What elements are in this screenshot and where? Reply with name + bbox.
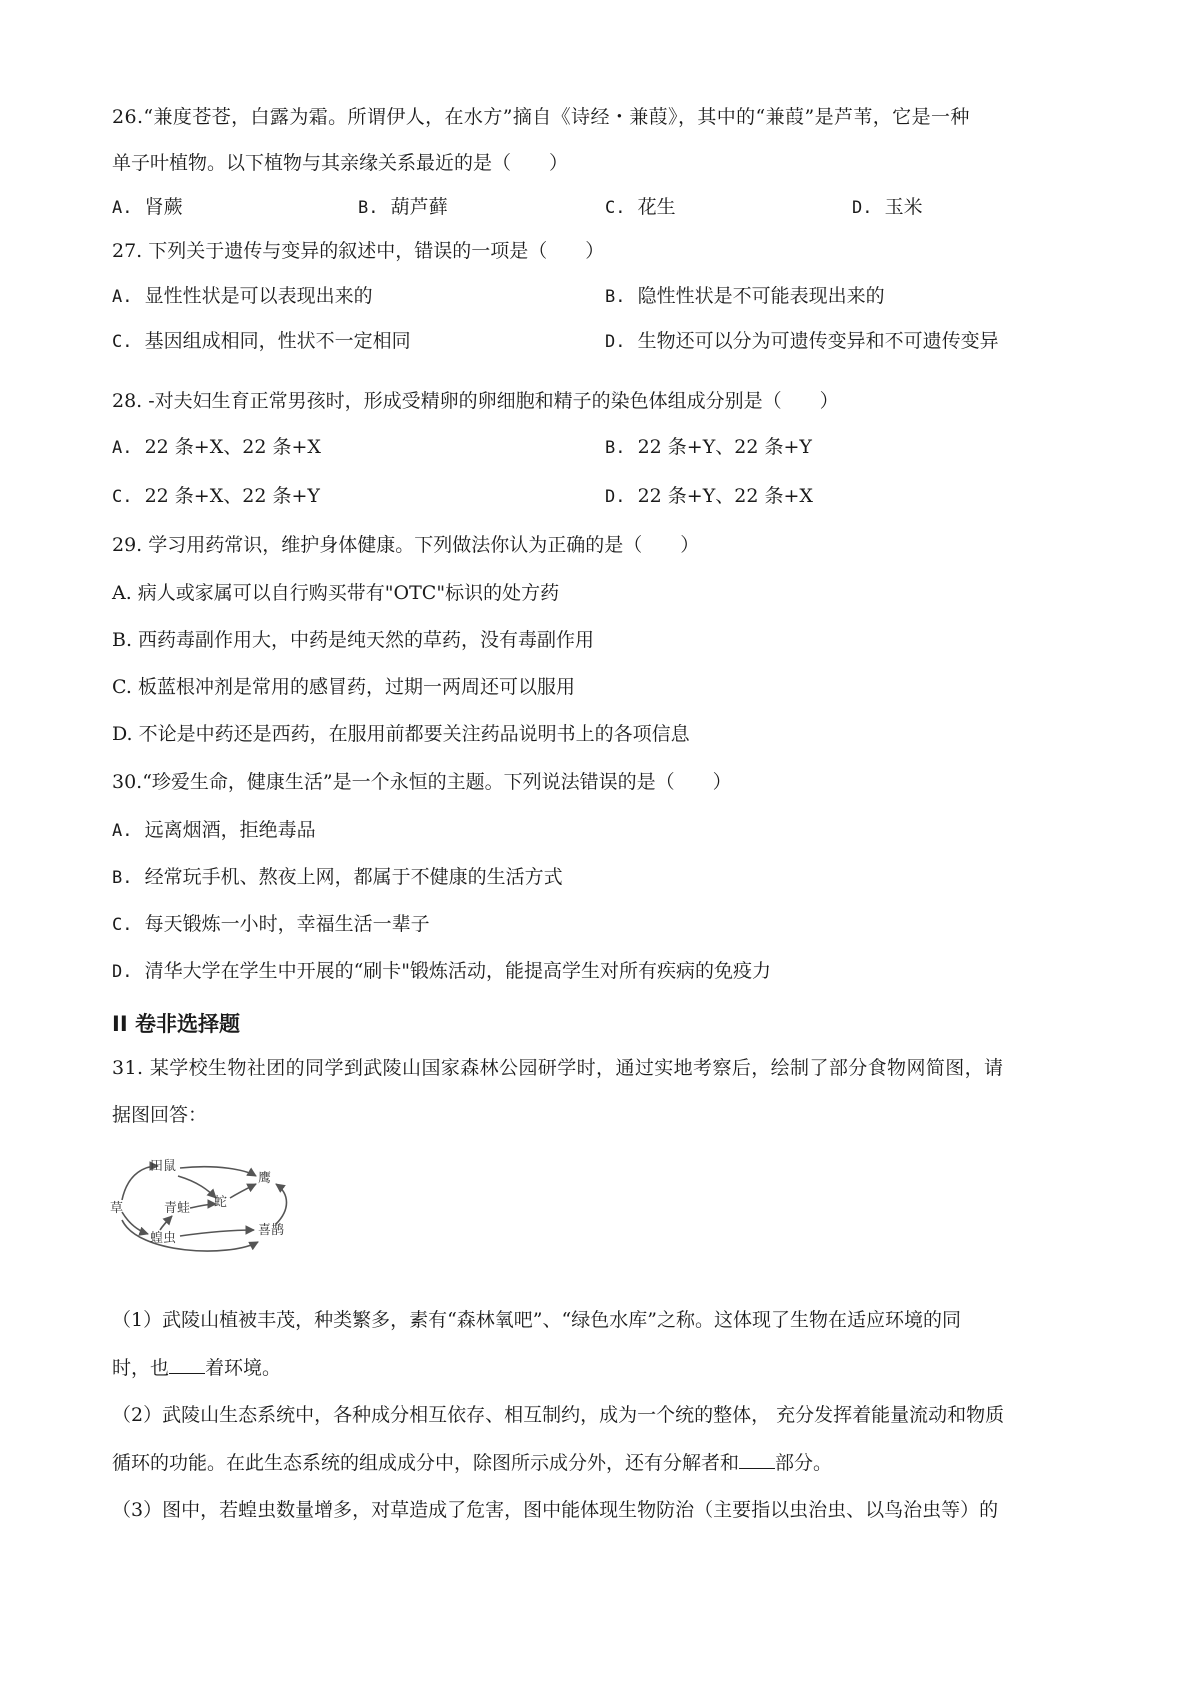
food-web-diagram (108, 1150, 318, 1260)
arrow-magpie-to-eagle (276, 1184, 287, 1224)
answer-blank-1[interactable] (169, 1355, 205, 1374)
q30-option-c[interactable]: C. 每天锻炼一小时，幸福生活一辈子 (112, 913, 430, 935)
food-web-node-field-mouse: 田鼠 (150, 1159, 177, 1174)
food-web-node-snake: 蛇 (214, 1195, 228, 1210)
q28-stem: 28. -对夫妇生育正常男孩时，形成受精卵的卵细胞和精子的染色体组成分别是（ ） (112, 390, 839, 412)
q27-option-c[interactable]: C. 基因组成相同，性状不一定相同 (112, 330, 411, 352)
section-title: II 卷非选择题 (112, 1012, 240, 1036)
q30-option-d[interactable]: D. 清华大学在学生中开展的“刷卡"锻炼活动，能提高学生对所有疾病的免疫力 (112, 960, 772, 982)
q29-option-c[interactable]: C. 板蓝根冲剂是常用的感冒药，过期一两周还可以服用 (112, 676, 575, 698)
q31-stem-line1: 31. 某学校生物社团的同学到武陵山国家森林公园研学时，通过实地考察后，绘制了部分食物网简图，请 (112, 1057, 1004, 1079)
arrow-locust-to-magpie (180, 1230, 254, 1236)
q30-option-b[interactable]: B. 经常玩手机、熬夜上网，都属于不健康的生活方式 (112, 866, 563, 888)
food-web-node-locust: 蝗虫 (150, 1231, 177, 1246)
q27-option-d[interactable]: D. 生物还可以分为可遗传变异和不可遗传变异 (605, 330, 999, 352)
food-web-node-frog: 青蛙 (164, 1201, 191, 1216)
arrow-grass-to-locust (122, 1212, 148, 1234)
q28-option-a[interactable]: A. 22 条+X、22 条+X (112, 436, 321, 458)
q31-sub2-line1: （2）武陵山生态系统中，各种成分相互依存、相互制约，成为一个统的整体， 充分发挥着能量流动和物质 (112, 1404, 1005, 1426)
q30-stem: 30.“珍爱生命，健康生活”是一个永恒的主题。下列说法错误的是（ ） (112, 771, 732, 793)
q30-option-a[interactable]: A. 远离烟酒，拒绝毒品 (112, 819, 316, 841)
q29-option-d[interactable]: D. 不论是中药还是西药，在服用前都要关注药品说明书上的各项信息 (112, 723, 690, 745)
q26-stem-line2: 单子叶植物。以下植物与其亲缘关系最近的是（ ） (112, 152, 569, 174)
q29-option-b[interactable]: B. 西药毒副作用大，中药是纯天然的草药，没有毒副作用 (112, 629, 595, 651)
q27-option-b[interactable]: B. 隐性性状是不可能表现出来的 (605, 285, 885, 307)
q29-stem: 29. 学习用药常识，维护身体健康。下列做法你认为正确的是（ ） (112, 534, 700, 556)
q27-stem: 27. 下列关于遗传与变异的叙述中，错误的一项是（ ） (112, 240, 605, 262)
q26-option-d[interactable]: D. 玉米 (852, 196, 923, 218)
q28-option-c[interactable]: C. 22 条+X、22 条+Y (112, 485, 320, 507)
q28-option-d[interactable]: D. 22 条+Y、22 条+X (605, 485, 813, 507)
q31-sub2-line2: 循环的功能。在此生态系统的组成成分中，除图所示成分外，还有分解者和 部分。 (112, 1452, 833, 1474)
answer-blank-2[interactable] (739, 1450, 775, 1469)
q27-option-a[interactable]: A. 显性性状是可以表现出来的 (112, 285, 373, 307)
arrow-frog-to-snake (190, 1204, 216, 1208)
q26-option-c[interactable]: C. 花生 (605, 196, 676, 218)
food-web-node-eagle: 鹰 (258, 1171, 272, 1186)
q28-option-b[interactable]: B. 22 条+Y、22 条+Y (605, 436, 812, 458)
arrow-snake-to-eagle (230, 1184, 256, 1198)
q31-sub3-line1: （3）图中，若蝗虫数量增多，对草造成了危害，图中能体现生物防治（主要指以虫治虫、以鸟治虫等）的 (112, 1499, 999, 1521)
q31-sub1-line2: 时，也 着环境。 (112, 1357, 282, 1379)
q31-sub1-line1: （1）武陵山植被丰茂，种类繁多，素有“森林氧吧”、“绿色水库”之称。这体现了生物在适应环境的同 (112, 1309, 961, 1331)
arrow-grass-to-magpie (122, 1220, 258, 1251)
arrow-locust-to-frog (160, 1216, 172, 1230)
q29-option-a[interactable]: A. 病人或家属可以自行购买带有"OTC"标识的处方药 (112, 582, 560, 604)
q26-stem-line1: 26.“兼度苍苍，白露为霜。所谓伊人，在水方”摘自《诗经・兼葭》，其中的“兼葭”是芦苇，它是一种 (112, 106, 970, 128)
q26-option-b[interactable]: B. 葫芦藓 (358, 196, 448, 218)
q26-option-a[interactable]: A. 肾蕨 (112, 196, 183, 218)
arrow-mouse-to-eagle (180, 1167, 256, 1176)
food-web-node-magpie: 喜鹊 (258, 1223, 285, 1238)
food-web-node-grass: 草 (110, 1201, 124, 1216)
arrow-mouse-to-snake (178, 1176, 216, 1198)
q31-stem-line2: 据图回答： (112, 1104, 208, 1126)
